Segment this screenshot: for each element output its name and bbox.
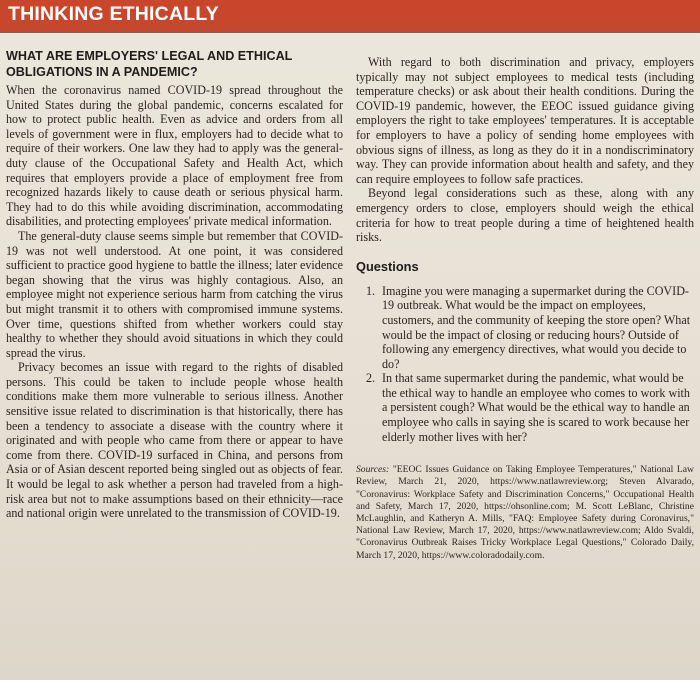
question-number: 1.: [366, 283, 376, 298]
sources-text: "EEOC Issues Guidance on Taking Employee Temperatures," National Law Review, March 21, 2020, https://www.natlawreview.org; Steven Alvarado, "Coronavirus: Workplace Safety and Discrimination Concerns," Occupational Health and Safety, March 17, 2020, https://ohsonline.com; M. Scott LeBlanc, Christine McLaughlin, and Katheryn A. Mills, "FAQ: Employee Safety during Coronavirus," National Law Review, March 17, 2020, https://www.natlawreview.com; Aldo Svaldi, "Coronavirus Outbreak Raises Tricky Workplace Legal Questions," Colorado Daily, March 17, 2020, https://www.coloradodaily.com.: [356, 464, 694, 561]
question-text: Imagine you were managing a supermarket during the COVID-19 outbreak. What would be the impact on employees, customers, and the community of keeping the store open? What would be the impact of closing or reducing hours? Outside of following any emergency directives, what would you decide to do?: [382, 283, 691, 371]
section-banner: [0, 0, 700, 33]
question-text: In that same supermarket during the pandemic, what would be the ethical way to handle an employee who comes to work with a persistent cough? What would be the ethical way to handle an employee who calls in saying she is scared to work because her elderly mother lives with her?: [382, 371, 690, 444]
banner-title: THINKING ETHICALLY: [8, 3, 219, 25]
sources-note: [356, 464, 694, 562]
paragraph: The general-duty clause seems simple but remember that COVID-19 was not well understood. At one point, it was considered sufficient to practice good hygiene to battle the illness; later evidence began showing that the virus was highly contagious. Also, an employee might not experience serious harm from catching the virus but might transmit it to others with compromised immune systems. Over time, questions shifted from whether workers could stay healthy to whether they should avoid situations in which they could spread the virus.: [6, 228, 343, 360]
question-item: [356, 371, 694, 444]
question-number: 2.: [366, 371, 376, 386]
paragraph: When the coronavirus named COVID-19 spread throughout the United States during the global pandemic, concerns escalated for how to protect public health. Even as advice and orders from all levels of government were in flux, employers had to decide what to require of their workers. One law they had to apply was the general-duty clause of the Occupational Safety and Health Act, which requires that employers provide a place of employment free from recognized hazards likely to cause death or serious physical harm. They had to do this while avoiding discrimination, accommodating disabilities, and protecting employees' private medical information.: [6, 83, 343, 229]
questions-list: [356, 284, 694, 445]
paragraph: Beyond legal considerations such as these, along with any emergency orders to close, employers should weigh the ethical criteria for how to treat people during a time of heightened health risks.: [356, 186, 694, 245]
question-item: [356, 284, 694, 372]
questions-heading: Questions: [356, 258, 419, 274]
paragraph: With regard to both discrimination and privacy, employers typically may not subject employees to medical tests (including temperature checks) or ask about their health conditions. During the COVID-19 pandemic, however, the EEOC issued guidance giving employers the right to take employees' temperatures. It is acceptable for employers to have a policy of sending home employees with obvious signs of illness, as long as they do it in a nondiscriminatory way. They can provide information about health and safety, and they can require employees to follow safe practices.: [356, 55, 694, 186]
left-column: [6, 48, 343, 521]
right-column: [356, 55, 694, 562]
article-heading: WHAT ARE EMPLOYERS' LEGAL AND ETHICAL OBLIGATIONS IN A PANDEMIC?: [6, 49, 293, 79]
paragraph: Privacy becomes an issue with regard to the rights of disabled persons. This could be taken to include people whose health conditions make them more vulnerable to serious illness. Another sensitive issue related to discrimination is that historically, there has been a tendency to associate a disease with the country where it originated and with people who came from there or appear to have come from there. COVID-19 surfaced in China, and persons from Asia or of Asian descent reported being singled out as objects of fear. It would be legal to ask whether a person had traveled from a high-risk area but not to make assumptions based on their ethnicity—race and national origin were unrelated to the transmission of COVID-19.: [6, 360, 343, 521]
sources-label: Sources:: [356, 464, 390, 476]
